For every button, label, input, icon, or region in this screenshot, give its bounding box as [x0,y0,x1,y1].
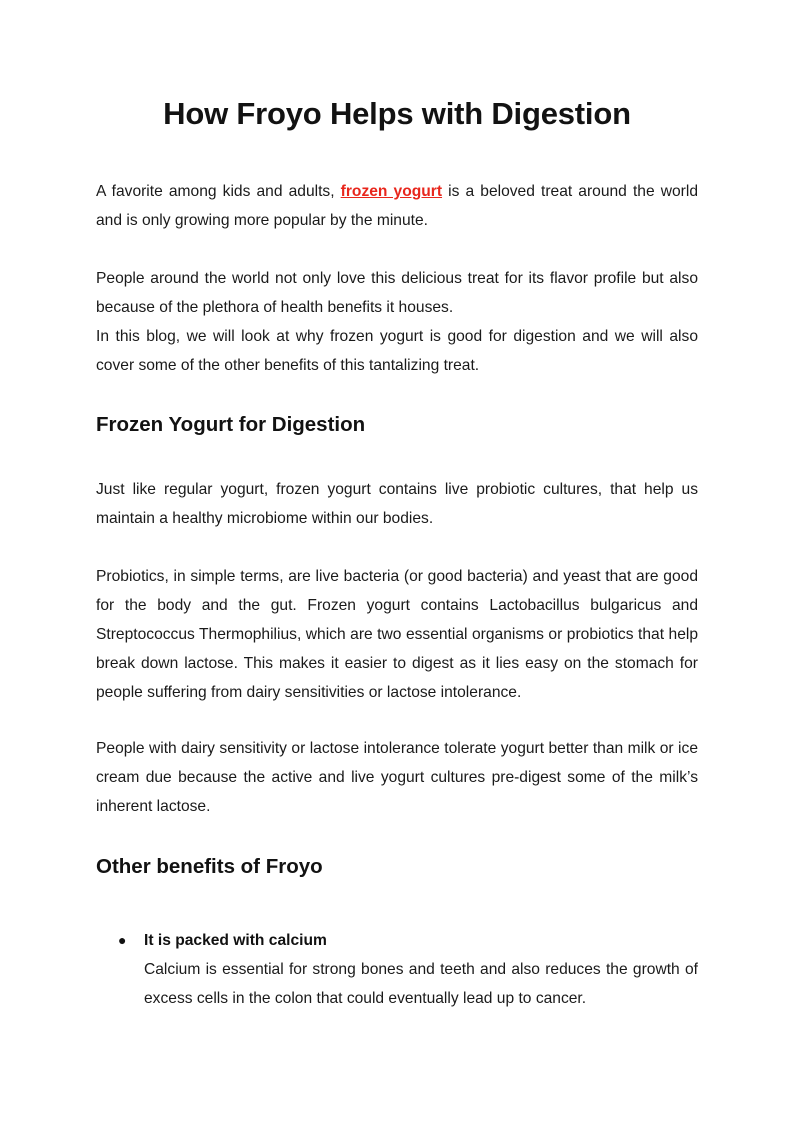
section-heading-digestion: Frozen Yogurt for Digestion [96,413,366,436]
paragraph-health-benefits: People around the world not only love this delicious treat for its flavor profile but also because of the plethora of health benefits it houses. [96,270,698,316]
intro-text-before: A favorite among kids and adults, [96,183,341,200]
page-title: How Froyo Helps with Digestion [163,96,631,131]
paragraph-lactose-intolerance: People with dairy sensitivity or lactose intolerance tolerate yogurt better than milk or ice cream due because the active and live yogurt cultures pre-digest some of the milk’s inherent lactose. [96,740,698,815]
paragraph-blog-overview: In this blog, we will look at why frozen yogurt is good for digestion and we will also cover some of the other benefits of this tantalizing treat. [96,328,698,374]
bullet-title: It is packed with calcium [144,932,327,949]
paragraph-probiotics-definition: Probiotics, in simple terms, are live bacteria (or good bacteria) and yeast that are good for the body and the gut. Frozen yogurt contains Lactobacillus bulgaricus and Streptococcus Thermophilius, which are two essential organisms or probiotics that help break down lactose. This makes it easier to digest as it lies easy on the stomach for people suffering from dairy sensitivities or lactose intolerance. [96,568,698,701]
paragraph-probiotic-cultures: Just like regular yogurt, frozen yogurt contains live probiotic cultures, that help us maintain a healthy microbiome within our bodies. [96,481,698,527]
bullet-dot-icon: ● [118,932,127,948]
intro-paragraph [96,177,698,235]
intro-text-after: is a beloved treat around the world and is only growing more popular by the minute. [96,183,698,229]
bullet-text: Calcium is essential for strong bones and teeth and also reduces the growth of excess cells in the colon that could eventually lead up to cancer. [144,961,698,1007]
bullet-body [144,926,698,1013]
section-heading-other-benefits: Other benefits of Froyo [96,855,323,878]
frozen-yogurt-link[interactable]: frozen yogurt [340,183,443,200]
